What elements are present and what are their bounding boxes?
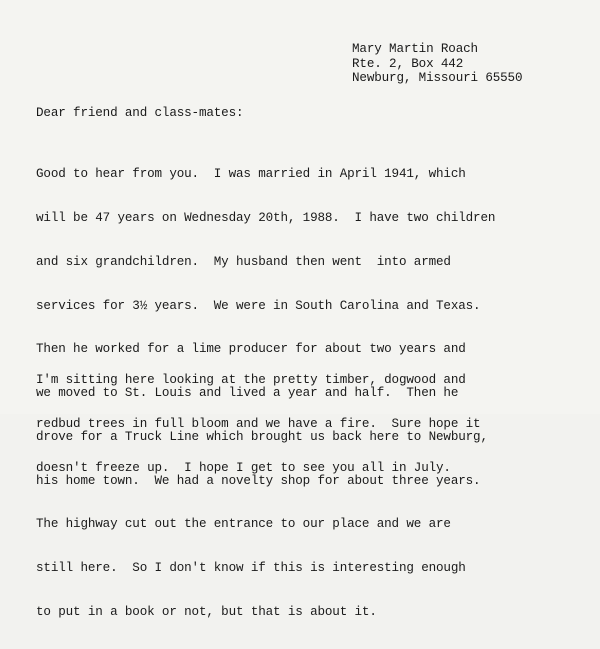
- salutation: Dear friend and class-mates:: [36, 106, 244, 120]
- paragraph-line: to put in a book or not, but that is about it.: [36, 605, 377, 619]
- paragraph-line: Then he worked for a lime producer for about two years and: [36, 342, 466, 357]
- paragraph-line: Good to hear from you. I was married in April 1941, which: [36, 167, 466, 182]
- paragraph-line: I'm sitting here looking at the pretty timber, dogwood and: [36, 373, 466, 388]
- paragraph-line: and six grandchildren. My husband then went into armed: [36, 254, 451, 269]
- paragraph-line: services for 3½ years. We were in South Carolina and Texas.: [36, 298, 481, 313]
- paragraph-line: still here. So I don't know if this is interesting enough: [36, 561, 466, 576]
- paragraph-2: [36, 344, 480, 505]
- paragraph-line: drove for a Truck Line which brought us back here to Newburg,: [36, 429, 488, 444]
- sender-city-state-zip: Newburg, Missouri 65550: [352, 71, 523, 86]
- sender-street: Rte. 2, Box 442: [352, 56, 464, 71]
- paragraph-line: The highway cut out the entrance to our place and we are: [36, 517, 451, 532]
- paragraph-line: his home town. We had a novelty shop for about three years.: [36, 473, 481, 488]
- paragraph-line: we moved to St. Louis and lived a year and half. Then he: [36, 386, 459, 401]
- sender-address: [352, 42, 522, 86]
- paragraph-line: doesn't freeze up. I hope I get to see you all in July.: [36, 460, 451, 475]
- sender-name: Mary Martin Roach: [352, 42, 478, 56]
- paragraph-line: will be 47 years on Wednesday 20th, 1988. I have two children: [36, 210, 496, 225]
- paragraph-line: redbud trees in full bloom and we have a fire. Sure hope it: [36, 416, 481, 431]
